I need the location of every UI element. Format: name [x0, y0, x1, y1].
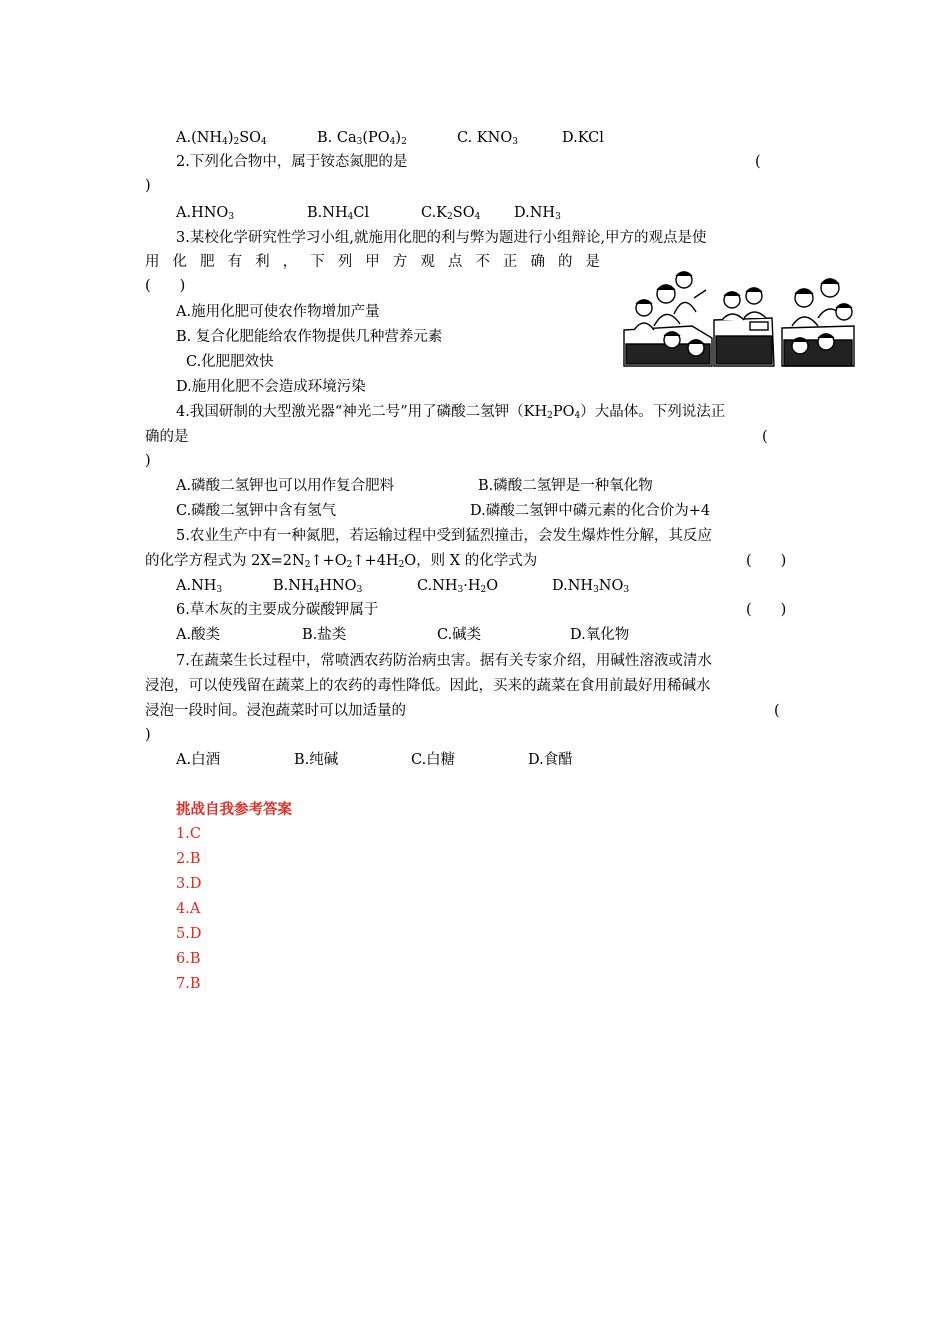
- q3-stem-line2: 用 化 肥 有 利 ， 下 列 甲 方 观 点 不 正 确 的 是: [145, 254, 600, 270]
- q4-stem-line2: 确的是: [145, 429, 189, 445]
- q1-option-d: D.KCl: [562, 130, 604, 146]
- answer-item: 5.D: [176, 926, 202, 942]
- q2-paren-open: (: [755, 154, 761, 170]
- q4-paren-close: ): [145, 453, 151, 469]
- answer-item: 2.B: [176, 851, 201, 867]
- q5-option-d: $D.NH_3NO_3$: [552, 578, 630, 595]
- q4-paren-open: (: [762, 429, 768, 445]
- q5-option-a: $A.NH_3$: [176, 578, 223, 595]
- q4-option-a: A.磷酸二氢钾也可以用作复合肥料: [176, 478, 395, 494]
- q2-option-b: $B.NH_4Cl$: [307, 205, 370, 222]
- answer-item: 6.B: [176, 951, 201, 967]
- q4-stem-line1: 4.我国研制的大型激光器“神光二号”用了磷酸二氢钾$(KH_2PO_4)$大晶体。下列说法正: [176, 404, 726, 421]
- q3-stem-line1: 3.某校化学研究性学习小组,就施用化肥的利与弊为题进行小组辩论,甲方的观点是使: [176, 230, 707, 246]
- q6-option-b: B.盐类: [302, 627, 347, 643]
- q7-paren-open: (: [774, 703, 780, 719]
- q3-option-d: D.施用化肥不会造成环境污染: [176, 379, 366, 395]
- q7-stem-line2: 浸泡，可以使残留在蔬菜上的农药的毒性降低。因此，买来的蔬菜在食用前最好用稀碱水: [145, 678, 711, 694]
- answers-title: 挑战自我参考答案: [176, 801, 292, 818]
- q2-option-d: $D.NH_3$: [514, 205, 561, 222]
- answer-item: 1.C: [176, 826, 201, 842]
- q5-option-c: $C.NH_3\cdot H_2O$: [417, 578, 499, 595]
- q4-option-c: C.磷酸二氢钾中含有氢气: [176, 503, 337, 519]
- debate-illustration: [622, 268, 856, 368]
- q5-stem-line2: 的化学方程式为 $2X=2N_2↑+O_2↑+4H_2O$，则 X 的化学式为: [145, 553, 538, 570]
- answer-item: 3.D: [176, 876, 202, 892]
- q7-option-b: B.纯碱: [294, 752, 339, 768]
- q6-option-c: C.碱类: [437, 627, 482, 643]
- q3-option-c: C.化肥肥效快: [186, 354, 274, 370]
- q1-option-a: $A.(NH_4)_2SO_4$: [176, 130, 267, 147]
- q7-stem-line3: 浸泡一段时间。浸泡蔬菜时可以加适量的: [145, 703, 406, 719]
- q2-option-c: $C.K_2SO_4$: [421, 205, 481, 222]
- q1-option-b: B. $Ca_3(PO_4)_2$: [317, 130, 407, 147]
- q2-stem: 2.下列化合物中，属于铵态氮肥的是: [176, 154, 408, 170]
- q7-option-c: C.白糖: [411, 752, 456, 768]
- q2-option-a: $A.HNO_3$: [176, 205, 235, 222]
- q7-paren-close: ): [145, 727, 151, 743]
- q3-option-a: A.施用化肥可使农作物增加产量: [176, 304, 380, 320]
- q7-stem-line1: 7.在蔬菜生长过程中，常喷洒农药防治病虫害。据有关专家介绍，用碱性溶液或清水: [176, 653, 712, 669]
- answer-item: 7.B: [176, 976, 201, 992]
- q6-option-a: A.酸类: [176, 627, 221, 643]
- q3-option-b: B. 复合化肥能给农作物提供几种营养元素: [176, 329, 443, 345]
- q4-option-b: B.磷酸二氢钾是一种氧化物: [478, 478, 653, 494]
- q5-option-b: $B.NH_4HNO_3$: [273, 578, 363, 595]
- q5-stem-line1: 5.农业生产中有一种氮肥，若运输过程中受到猛烈撞击，会发生爆炸性分解，其反应: [176, 528, 712, 544]
- q1-option-c: C. $KNO_3$: [457, 130, 518, 147]
- q4-option-d: D.磷酸二氢钾中磷元素的化合价为+4: [470, 503, 711, 519]
- q3-paren: ( ): [145, 278, 186, 294]
- q2-paren-close: ): [145, 178, 151, 194]
- q7-option-a: A.白酒: [176, 752, 221, 768]
- q6-option-d: D.氧化物: [570, 627, 630, 643]
- q7-option-d: D.食醋: [528, 752, 573, 768]
- q6-paren: ( ): [746, 602, 787, 618]
- q5-paren: ( ): [746, 553, 787, 569]
- answer-item: 4.A: [176, 901, 201, 917]
- q6-stem: 6.草木灰的主要成分碳酸钾属于: [176, 602, 379, 618]
